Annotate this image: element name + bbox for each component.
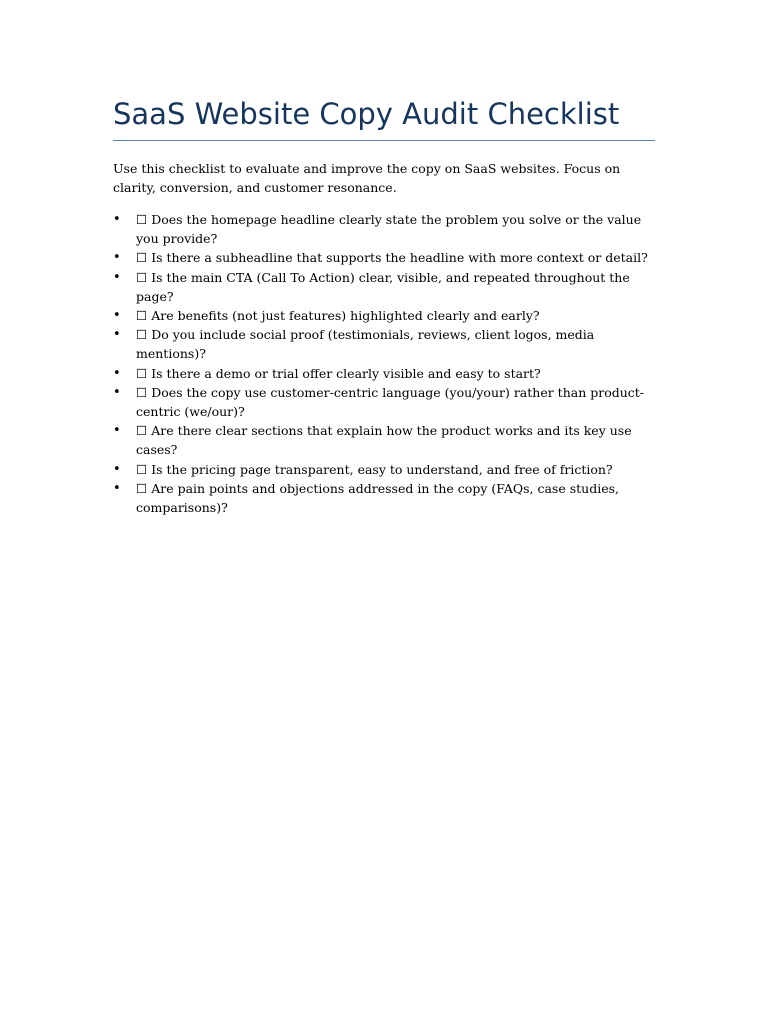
checkbox-icon[interactable]: ☐: [136, 384, 148, 400]
checklist-item-text: Is there a demo or trial offer clearly visible and easy to start?: [151, 365, 541, 381]
checkbox-icon[interactable]: ☐: [136, 212, 148, 227]
checkbox-icon[interactable]: ☐: [136, 365, 148, 381]
checklist-item: [113, 248, 658, 267]
checkbox-icon[interactable]: ☐: [136, 308, 148, 324]
checkbox-icon[interactable]: ☐: [136, 250, 148, 266]
checklist-item: [113, 421, 658, 459]
bullet-icon: •: [113, 480, 121, 496]
checklist-item: [113, 268, 658, 306]
checklist-item-text: Are there clear sections that explain how the product works and its key use cases?: [136, 423, 632, 458]
checklist-item-text: Is the main CTA (Call To Action) clear, visible, and repeated throughout the page?: [136, 269, 630, 304]
checklist-item-text: Is the pricing page transparent, easy to understand, and free of friction?: [151, 461, 613, 477]
checklist-item: [113, 306, 658, 325]
document-title: SaaS Website Copy Audit Checklist: [113, 97, 620, 131]
checkbox-icon[interactable]: ☐: [136, 461, 148, 477]
checklist-item-text: Does the copy use customer-centric language (you/your) rather than product-centric (we/our)?: [136, 384, 645, 420]
bullet-icon: •: [113, 212, 121, 227]
bullet-icon: •: [113, 365, 121, 381]
checkbox-icon[interactable]: ☐: [136, 269, 148, 285]
bullet-icon: •: [113, 269, 121, 285]
checklist-item: [113, 479, 658, 517]
bullet-icon: •: [113, 327, 121, 343]
bullet-icon: •: [113, 423, 121, 439]
checklist-item: [113, 383, 658, 421]
checklist-item: [113, 364, 658, 383]
checkbox-icon[interactable]: ☐: [136, 327, 148, 343]
checklist-item: [113, 325, 658, 363]
checklist-item-text: Are benefits (not just features) highlighted clearly and early?: [151, 308, 540, 324]
checklist-item-text: Does the homepage headline clearly state the problem you solve or the value you provide?: [136, 212, 642, 247]
audit-checklist: [113, 210, 658, 517]
checkbox-icon[interactable]: ☐: [136, 480, 148, 496]
title-underline-rule: [113, 140, 655, 141]
checklist-item-text: Is there a subheadline that supports the headline with more context or detail?: [151, 250, 648, 266]
checklist-item-text: Are pain points and objections addressed in the copy (FAQs, case studies, comparisons)?: [136, 480, 619, 516]
bullet-icon: •: [113, 308, 121, 324]
intro-paragraph: Use this checklist to evaluate and improve the copy on SaaS websites. Focus on clarity, conversion, and customer resonance.: [113, 161, 621, 196]
checkbox-icon[interactable]: ☐: [136, 423, 148, 439]
bullet-icon: •: [113, 250, 121, 266]
checklist-item-text: Do you include social proof (testimonials, reviews, client logos, media mentions)?: [136, 327, 595, 362]
checklist-item: [113, 210, 658, 248]
bullet-icon: •: [113, 384, 121, 400]
checklist-item: [113, 460, 658, 479]
bullet-icon: •: [113, 461, 121, 477]
